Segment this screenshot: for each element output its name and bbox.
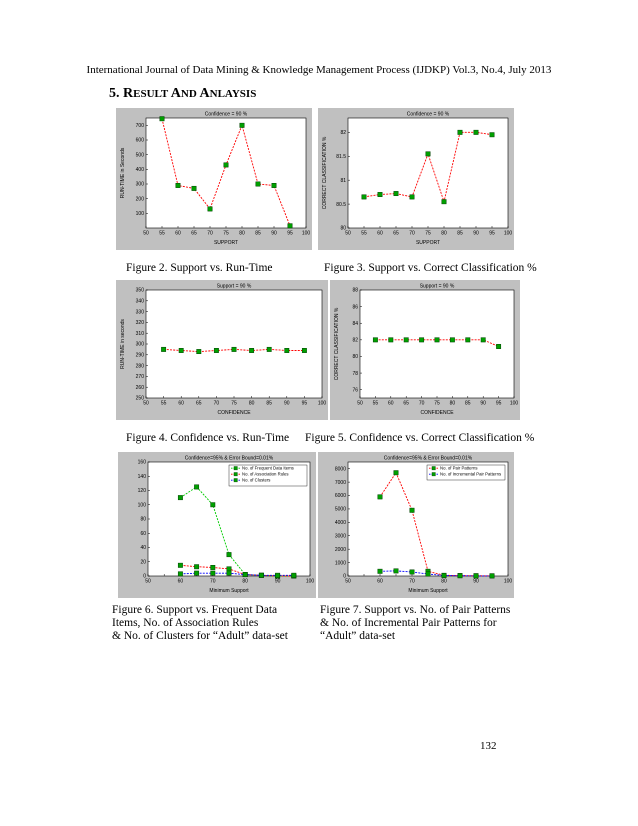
y-tick-label: 20 [140, 559, 146, 566]
y-tick-label: 280 [135, 363, 144, 370]
x-tick-label: 50 [145, 578, 151, 585]
data-point [410, 508, 414, 512]
y-tick-label: 6000 [334, 493, 346, 500]
legend-marker [432, 467, 435, 470]
data-point [490, 133, 494, 137]
legend-label: No. of Frequent Data Items [242, 465, 294, 471]
x-tick-label: 95 [489, 230, 495, 237]
data-point [378, 495, 382, 499]
legend-label: No. of Clusters [242, 477, 271, 483]
x-tick-label: 95 [301, 400, 308, 407]
data-point [224, 163, 228, 167]
x-tick-label: 60 [377, 230, 383, 237]
chart-confidence-vs-runtime [116, 280, 328, 420]
x-tick-label: 70 [409, 230, 415, 237]
page-number: 132 [480, 740, 497, 752]
data-point [192, 186, 196, 190]
x-tick-label: 90 [473, 578, 479, 585]
x-tick-label: 85 [255, 230, 261, 237]
data-point [410, 195, 414, 199]
x-tick-label: 55 [159, 230, 165, 237]
figure-3 [318, 108, 514, 250]
y-tick-label: 88 [352, 287, 358, 294]
x-tick-label: 100 [301, 230, 311, 237]
caption-figure-6: Figure 6. Support vs. Frequent Data Items, No. of Association Rules & No. of Clusters for “Adult” data-set [112, 604, 288, 642]
data-point [288, 224, 292, 228]
x-tick-label: 50 [143, 230, 149, 237]
x-tick-label: 55 [361, 230, 367, 237]
chart-support-vs-runtime [116, 108, 312, 250]
x-tick-label: 60 [377, 578, 383, 585]
y-tick-label: 80 [140, 516, 146, 523]
y-tick-label: 40 [140, 545, 146, 552]
y-tick-label: 80.5 [336, 201, 346, 208]
x-tick-label: 85 [266, 400, 272, 407]
plot-area [360, 290, 514, 398]
figure-2 [116, 108, 312, 250]
data-point [442, 199, 446, 203]
y-tick-label: 1000 [334, 560, 346, 567]
chart-title: Confidence=95% & Error Bound=0.01% [383, 455, 473, 462]
y-tick-label: 4000 [334, 520, 346, 527]
y-tick-label: 100 [135, 211, 144, 218]
x-tick-label: 50 [143, 400, 149, 407]
y-tick-label: 250 [135, 395, 144, 402]
section-number: 5. [109, 86, 120, 101]
y-tick-label: 350 [135, 287, 144, 294]
x-tick-label: 60 [388, 400, 394, 407]
x-tick-label: 100 [317, 400, 327, 407]
data-point [211, 565, 215, 569]
legend-label: No. of Incremental Pair Patterns [440, 471, 502, 477]
data-point [435, 338, 439, 342]
data-point [179, 348, 183, 352]
y-tick-label: 200 [135, 196, 144, 203]
x-tick-label: 50 [345, 578, 351, 585]
chart-support-vs-classification [318, 108, 514, 250]
data-point [161, 347, 165, 351]
data-point [176, 183, 180, 187]
x-axis-label: CONFIDENCE [420, 410, 454, 416]
data-point [302, 348, 306, 352]
figure-7 [318, 452, 514, 598]
x-axis-label: SUPPORT [415, 240, 441, 246]
y-tick-label: 300 [135, 181, 144, 188]
running-head: International Journal of Data Mining & Knowledge Management Process (IJDKP) Vol.3, No.4, July 2013 [86, 64, 552, 76]
data-point [458, 574, 462, 578]
y-axis-label: RUN-TIME in Seconds [120, 147, 126, 199]
caption-figure-4: Figure 4. Confidence vs. Run-Time [126, 432, 290, 444]
x-axis-label: SUPPORT [213, 240, 239, 246]
y-tick-label: 7000 [334, 479, 346, 486]
y-tick-label: 160 [137, 459, 146, 466]
data-point [227, 567, 231, 571]
y-tick-label: 81.5 [336, 153, 346, 160]
y-tick-label: 86 [352, 304, 358, 311]
y-tick-label: 81 [340, 177, 346, 184]
y-tick-label: 120 [137, 488, 146, 495]
x-tick-label: 100 [509, 400, 519, 407]
x-tick-label: 90 [473, 230, 479, 237]
legend-marker [432, 473, 435, 476]
x-tick-label: 95 [495, 400, 502, 407]
y-tick-label: 80 [340, 225, 346, 232]
data-point [362, 195, 366, 199]
chart-title: Confidence=95% & Error Bound=0.01% [184, 455, 274, 462]
caption-figure-3: Figure 3. Support vs. Correct Classification % [324, 262, 537, 274]
data-point [419, 338, 423, 342]
data-point [410, 570, 414, 574]
section-title: RESULT AND ANLAYSIS [123, 86, 257, 101]
data-point [208, 207, 212, 211]
plot-area [146, 118, 306, 228]
x-tick-label: 90 [271, 230, 277, 237]
y-tick-label: 290 [135, 352, 144, 359]
data-point [243, 572, 247, 576]
data-point [160, 117, 164, 121]
y-tick-label: 700 [135, 123, 144, 130]
y-tick-label: 260 [135, 384, 144, 391]
x-tick-label: 50 [345, 230, 351, 237]
y-tick-label: 82 [340, 130, 346, 137]
legend-marker [234, 473, 237, 476]
data-point [240, 123, 244, 127]
figure-6 [118, 452, 316, 598]
x-tick-label: 75 [434, 400, 440, 407]
x-axis-label: Minimum Support [209, 588, 249, 594]
legend-label: No. of Association Rules [242, 471, 289, 477]
y-axis-label: CORRECT CLASSIFICATION % [322, 136, 328, 210]
x-tick-label: 70 [207, 230, 213, 237]
data-point [394, 191, 398, 195]
x-tick-label: 70 [210, 578, 216, 585]
plot-area [348, 118, 508, 228]
y-tick-label: 60 [140, 530, 146, 537]
x-tick-label: 65 [393, 230, 399, 237]
x-tick-label: 100 [503, 230, 513, 237]
y-tick-label: 84 [352, 320, 358, 327]
legend-marker [234, 467, 237, 470]
y-tick-label: 330 [135, 309, 144, 316]
y-tick-label: 340 [135, 298, 144, 305]
chart-title: Confidence = 90 % [204, 111, 248, 118]
y-tick-label: 600 [135, 137, 144, 144]
x-tick-label: 60 [177, 578, 184, 585]
data-point [211, 503, 215, 507]
data-point [275, 573, 279, 577]
x-tick-label: 65 [196, 400, 202, 407]
y-tick-label: 100 [137, 502, 146, 509]
data-point [232, 347, 236, 351]
x-tick-label: 50 [357, 400, 363, 407]
x-tick-label: 100 [305, 578, 315, 585]
legend-label: No. of Pair Patterns [440, 465, 478, 471]
data-point [259, 573, 263, 577]
x-tick-label: 75 [425, 230, 431, 237]
y-tick-label: 5000 [334, 506, 346, 513]
data-point [426, 152, 430, 156]
y-tick-label: 300 [135, 341, 144, 348]
y-axis-label: RUN-TIME in seconds [120, 319, 126, 369]
data-point [292, 573, 296, 577]
y-tick-label: 80 [352, 354, 358, 361]
y-tick-label: 76 [352, 387, 358, 394]
y-tick-label: 78 [352, 370, 358, 377]
chart-title: Confidence = 90 % [406, 111, 450, 118]
x-tick-label: 60 [178, 400, 184, 407]
data-point [227, 571, 231, 575]
y-tick-label: 3000 [334, 533, 346, 540]
x-tick-label: 70 [418, 400, 425, 407]
data-point [474, 574, 478, 578]
data-point [426, 572, 430, 576]
figure-5 [330, 280, 520, 420]
data-point [450, 338, 454, 342]
x-tick-label: 80 [242, 578, 248, 585]
data-point [256, 182, 260, 186]
x-tick-label: 75 [231, 400, 237, 407]
x-tick-label: 70 [409, 578, 415, 585]
y-axis-label: CORRECT CLASSIFICATION % [334, 307, 340, 381]
caption-figure-2: Figure 2. Support vs. Run-Time [126, 262, 273, 274]
chart-support-vs-pair-patterns [318, 452, 514, 598]
figure-4 [116, 280, 328, 420]
chart-support-vs-frequent-items [118, 452, 316, 598]
y-tick-label: 0 [143, 573, 146, 580]
y-tick-label: 500 [135, 152, 144, 159]
data-point [178, 563, 182, 567]
data-point [490, 574, 494, 578]
data-point [458, 130, 462, 134]
data-point [194, 571, 198, 575]
data-point [389, 338, 393, 342]
chart-title: Support = 90 % [419, 283, 455, 290]
chart-title: Support = 90 % [216, 283, 252, 290]
x-tick-label: 90 [480, 400, 486, 407]
y-tick-label: 8000 [334, 466, 346, 473]
x-tick-label: 70 [213, 400, 220, 407]
x-axis-label: CONFIDENCE [217, 410, 251, 416]
caption-figure-5: Figure 5. Confidence vs. Correct Classification % [305, 432, 535, 444]
caption-figure-7: Figure 7. Support vs. No. of Pair Patterns & No. of Incremental Pair Patterns for “Adult” data-set [320, 604, 511, 642]
x-tick-label: 80 [248, 400, 255, 407]
y-tick-label: 82 [352, 337, 358, 344]
data-point [394, 569, 398, 573]
data-point [272, 183, 276, 187]
x-tick-label: 80 [441, 230, 447, 237]
x-tick-label: 80 [449, 400, 456, 407]
x-tick-label: 80 [441, 578, 447, 585]
data-point [442, 573, 446, 577]
x-tick-label: 55 [372, 400, 379, 407]
y-tick-label: 2000 [334, 546, 346, 553]
section-heading [109, 86, 256, 102]
y-tick-label: 400 [135, 167, 144, 174]
x-tick-label: 80 [239, 230, 245, 237]
x-tick-label: 90 [274, 578, 281, 585]
y-tick-label: 310 [135, 330, 144, 337]
x-tick-label: 75 [223, 230, 229, 237]
x-tick-label: 65 [191, 230, 197, 237]
legend-marker [234, 479, 237, 482]
data-point [211, 571, 215, 575]
data-point [404, 338, 408, 342]
data-point [466, 338, 470, 342]
x-tick-label: 95 [287, 230, 293, 237]
data-point [249, 348, 253, 352]
x-axis-label: Minimum Support [408, 588, 448, 594]
data-point [378, 569, 382, 573]
data-point [394, 471, 398, 475]
x-tick-label: 85 [465, 400, 471, 407]
x-tick-label: 90 [284, 400, 290, 407]
y-tick-label: 320 [135, 320, 144, 327]
data-point [227, 552, 231, 556]
y-tick-label: 140 [137, 473, 146, 480]
data-point [214, 348, 218, 352]
data-point [496, 344, 500, 348]
x-tick-label: 100 [503, 578, 513, 585]
data-point [178, 495, 182, 499]
data-point [373, 338, 377, 342]
data-point [481, 338, 485, 342]
x-tick-label: 55 [160, 400, 167, 407]
data-point [194, 565, 198, 569]
data-point [267, 347, 271, 351]
data-point [197, 349, 201, 353]
y-tick-label: 270 [135, 374, 144, 381]
chart-confidence-vs-classification [330, 280, 520, 420]
data-point [378, 192, 382, 196]
data-point [285, 348, 289, 352]
x-tick-label: 85 [457, 230, 463, 237]
data-point [474, 130, 478, 134]
x-tick-label: 65 [403, 400, 409, 407]
x-tick-label: 60 [175, 230, 181, 237]
data-point [178, 572, 182, 576]
y-tick-label: 0 [343, 573, 346, 580]
plot-area [146, 290, 322, 398]
data-point [194, 485, 198, 489]
